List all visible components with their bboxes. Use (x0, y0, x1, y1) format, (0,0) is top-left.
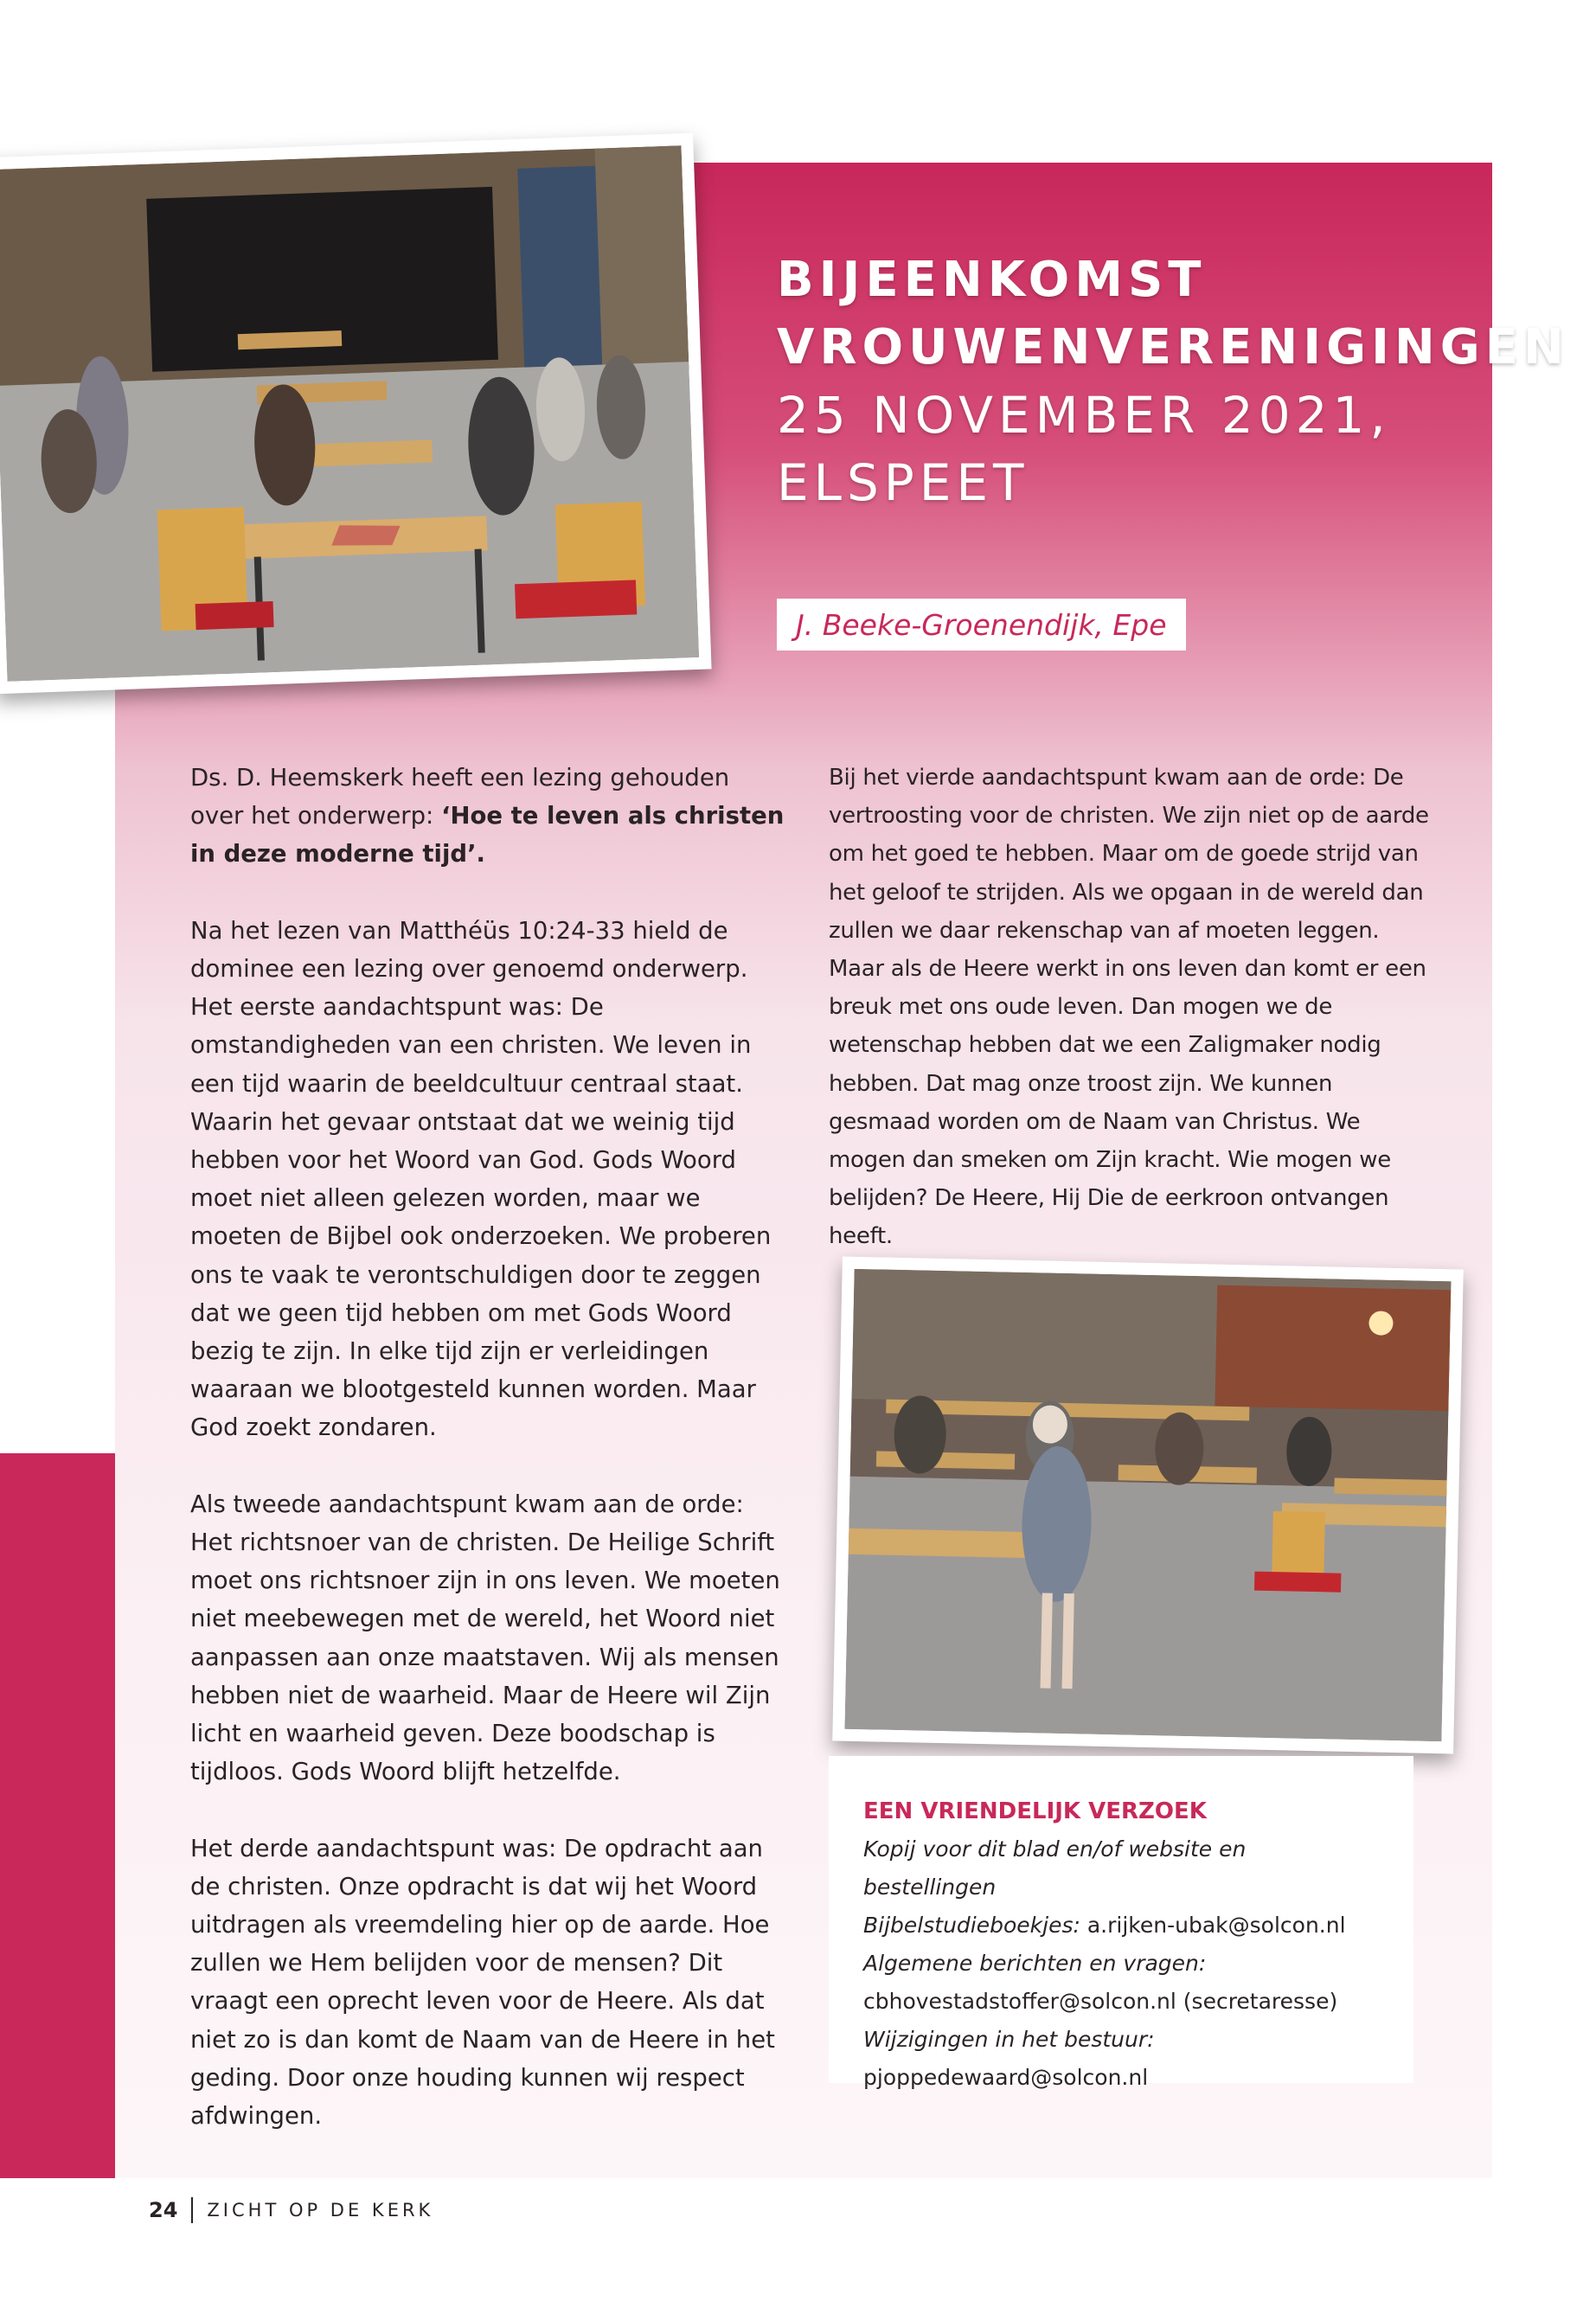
booklets-email[interactable]: a.rijken-ubak@solcon.nl (1080, 1913, 1346, 1938)
general-email[interactable]: cbhovestadstoffer@solcon.nl (secretaresse) (863, 1989, 1338, 2014)
request-line-board: Wijzigingen in het bestuur: (863, 2027, 1155, 2052)
page-number: 24 (149, 2198, 178, 2222)
author-box (777, 599, 1186, 651)
intro-text: Ds. D. Heemskerk heeft een lezing gehouden over het onderwerp: (190, 764, 730, 830)
request-line-copy: Kopij voor dit blad en/of website en bestellingen (863, 1836, 1247, 1900)
paragraph-third-point: Het derde aandachtspunt was: De opdracht aan de christen. Onze opdracht is dat wij het Woord uitdragen als vreemdeling hier op de aarde. Hoe zullen we Hem belijden voor de mensen? Dit vraagt een oprecht leven voor de Heere. Als dat niet zo is dan komt de Naam van de Heere in het geding. Door onze houding kunnen wij respect afdwingen. (190, 1834, 775, 2131)
title-line-2: VROUWENVERENIGINGEN (777, 319, 1569, 375)
top-photo (0, 133, 712, 695)
booklets-label: Bijbelstudieboekjes: (863, 1913, 1080, 1938)
meeting-room-photo-seated-woman-icon (845, 1269, 1452, 1741)
publication-name: ZICHT OP DE KERK (207, 2200, 434, 2221)
paragraph-fourth-point: Bij het vierde aandachtspunt kwam aan de orde: De vertroosting voor de christen. We zijn niet op de aarde om het goed te hebben. Maar om de goede strijd van het geloof te strijden. Als we opgaan in de wereld dan zullen we daar rekenschap van af moeten leggen. Maar als de Heere werkt in ons leven dan komt er een breuk met ons oude leven. Dan mogen we de wetenschap hebben dat we een Zaligmaker nodig hebben. Dat mag onze troost zijn. We kunnen gesmaad worden om de Naam van Christus. We mogen dan smeken om Zijn kracht. Wie mogen we belijden? De Heere, Hij Die de eerkroon ontvangen heeft. (829, 765, 1429, 1250)
page-footer (149, 2197, 433, 2223)
request-box (829, 1756, 1413, 2090)
paragraph-intro (190, 759, 787, 874)
request-line-general: Algemene berichten en vragen: (863, 1951, 1207, 1976)
article-column-right (829, 759, 1434, 1294)
request-title: EEN VRIENDELIJK VERZOEK (863, 1798, 1207, 1824)
board-email[interactable]: pjoppedewaard@solcon.nl (863, 2065, 1149, 2090)
request-line-booklets (863, 1907, 1379, 1945)
footer-separator (191, 2197, 193, 2223)
title-line-1: BIJEENKOMST (777, 252, 1207, 308)
article-column-left (190, 759, 787, 2173)
article-title (777, 247, 1569, 516)
paragraph-second-point: Als tweede aandachtspunt kwam aan de orde: Het richtsnoer van de christen. De Heilige Schrift moet ons richtsnoer zijn in ons leven. We moeten niet meebewegen met de wereld, het Woord niet aanpassen aan onze maatstaven. Wij als mensen hebben niet de waarheid. Maar de Heere wil Zijn licht en waarheid geven. Deze boodschap is tijdloos. Gods Woord blijft hetzelfde. (190, 1490, 780, 1786)
bottom-photo (832, 1257, 1464, 1754)
title-location: ELSPEET (777, 453, 1029, 512)
intro-subject: ‘Hoe te leven als christen in deze moderne tijd’. (190, 802, 785, 868)
left-accent-bar (0, 1453, 115, 2178)
paragraph-first-point: Na het lezen van Matthéüs 10:24-33 hield de dominee een lezing over genoemd onderwerp. Het eerste aandachtspunt was: De omstandigheden van een christen. We leven in een tijd waarin de beeldcultuur centraal staat. Waarin het gevaar ontstaat dat we weinig tijd hebben voor het Woord van God. Gods Woord moet niet alleen gelezen worden, maar we moeten de Bijbel ook onderzoeken. We proberen ons te vaak te verontschuldigen door te zeggen dat we geen tijd hebben om met Gods Woord bezig te zijn. In elke tijd zijn er verleidingen waaraan we blootgesteld kunnen worden. Maar God zoekt zondaren. (190, 916, 772, 1442)
title-date: 25 NOVEMBER 2021, (777, 386, 1391, 445)
author-name: J. Beeke-Groenendijk, Epe (796, 607, 1167, 642)
meeting-room-photo-icon (0, 145, 699, 682)
